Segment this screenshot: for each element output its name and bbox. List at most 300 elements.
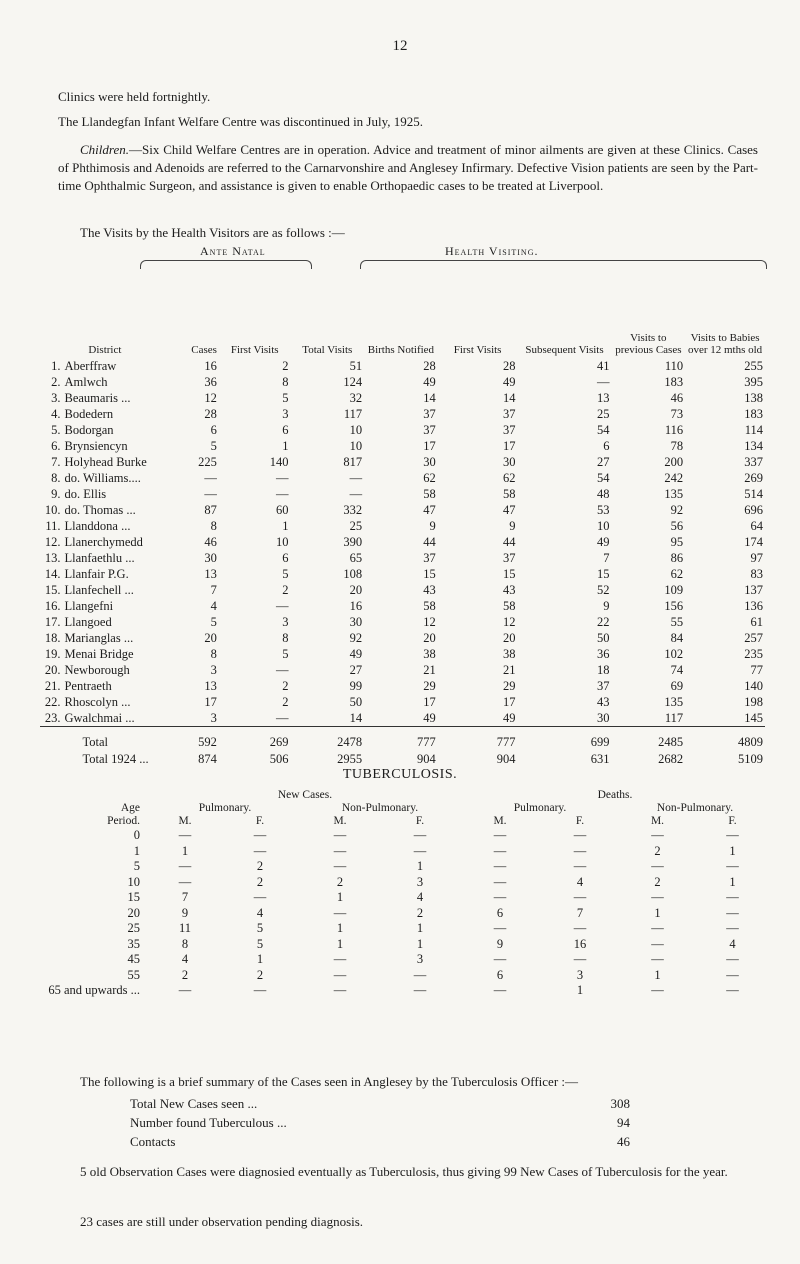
cell-value: — [276,487,289,501]
cell-value: 58 [502,487,516,501]
cell-value: 2955 [337,752,363,766]
cell-value: — [493,890,507,904]
cell-value: 9 [496,936,504,951]
table-row [40,694,765,710]
cell-value: — [573,843,587,858]
tb-m: M. [493,815,507,827]
cell-value: 7 [603,551,610,565]
cell-value: — [726,967,739,982]
cell-value: 25 [349,519,363,533]
summary-label: Contacts [130,1134,176,1149]
table-row [40,828,770,844]
cell-value: 4 [256,905,264,920]
row-number: 17. [44,615,61,629]
cell-value: 3 [576,967,584,982]
table-row [40,582,765,598]
cell-value: — [651,983,664,997]
summary-label: Total New Cases seen ... [130,1096,258,1111]
cell-value: 5109 [738,752,763,766]
age-period: 35 [127,936,140,951]
cell-value: 2 [256,859,264,873]
table-row [40,646,765,662]
cell-value: 3 [282,407,289,421]
row-number: 14. [44,567,61,581]
table-row [40,358,765,374]
age-period: 45 [127,952,140,966]
cell-value: 12 [502,615,516,629]
cell-value: 699 [517,727,611,752]
row-number: 15. [44,583,61,597]
cell-value: 86 [670,551,684,565]
row-number: 20. [44,663,61,677]
cell-value: 6 [282,551,289,565]
cell-value: — [349,471,363,485]
district-name: Bodedern [64,407,114,421]
cell-value: 4 [416,890,424,904]
tb-new-non-pulmonary: Non-Pulmonary. [341,802,419,814]
cell-value: 1 [256,952,264,966]
table-row [40,937,770,953]
district-name: Llanfaethlu ... [64,551,135,565]
table-row [40,968,770,984]
tb-m: M. [650,815,665,827]
row-number: 7. [51,455,61,469]
cell-value: 92 [670,503,684,517]
cell-value: — [333,843,347,858]
cell-value: 47 [423,503,436,517]
cell-value: 30 [597,711,610,725]
row-number: 11. [45,519,61,533]
district-name: do. Thomas ... [64,503,136,517]
visits-header-row [40,332,765,358]
row-number: 10. [44,503,61,517]
cell-value: 44 [423,535,436,549]
cell-value: 3 [282,615,289,629]
cell-value: 64 [750,519,763,533]
district-name: Gwalchmai ... [64,711,135,725]
cell-value: 62 [670,567,684,581]
cell-value: 7 [576,905,584,920]
cell-value: — [726,890,739,904]
cell-value: — [726,983,739,997]
cell-value: 2682 [658,752,684,766]
row-number: 23. [44,711,61,725]
cell-value: 37 [423,551,436,565]
cell-value: 37 [423,423,436,437]
row-number [40,727,62,752]
cell-value: 49 [349,647,363,661]
cell-value: 5 [282,647,289,661]
cell-value: 54 [597,423,610,437]
cell-value: 2 [654,874,661,889]
cell-value: 54 [597,471,610,485]
table-row [40,662,765,678]
col-hv-first-visits: First Visits [453,344,502,356]
cell-value: 58 [423,487,436,501]
cell-value: 48 [597,487,610,501]
cell-value: — [349,487,363,501]
cell-value: 17 [423,439,436,453]
cell-value: 20 [502,631,516,645]
tb-new-pulmonary: Pulmonary. [198,802,252,814]
district-name: do. Ellis [64,487,107,501]
age-period: 65 and upwards ... [48,983,140,997]
cell-value: 44 [502,535,516,549]
cell-value: 49 [423,711,436,725]
cell-value: 16 [573,936,587,951]
cell-value: — [413,967,427,982]
cell-value: 6 [496,905,504,920]
cell-value: 140 [269,455,289,469]
cell-value: 43 [423,583,436,597]
district-name: Holyhead Burke [64,455,147,469]
row-number: 1. [51,359,61,373]
children-heading: Children. [80,142,129,157]
cell-value: — [413,828,427,842]
cell-value: — [413,983,427,997]
district-name: Rhoscolyn ... [64,695,131,709]
cell-value: 38 [502,647,516,661]
page-number: 12 [392,38,408,54]
table-row [40,906,770,922]
table-row [40,921,770,937]
cell-value: 200 [664,455,684,469]
cell-value: 3 [416,952,424,966]
col-births-notified: Births Notified [367,344,435,356]
summary-label: Number found Tuberculous ... [130,1115,287,1130]
cell-value: 28 [423,359,436,373]
cell-value: 17 [502,439,516,453]
age-period: 25 [127,921,140,935]
table-row [40,952,770,968]
summary-value: 308 [610,1096,630,1111]
cell-value: 9 [181,905,189,920]
summary-value: 46 [617,1134,630,1149]
cell-value: 92 [349,631,363,645]
table-row [40,518,765,534]
cell-value: 2 [282,359,289,373]
summary-item [130,1094,630,1113]
district-name: Llanddona ... [64,519,131,533]
tb-deaths-pulmonary: Pulmonary. [513,802,567,814]
cell-value: 9 [603,599,610,613]
cell-value: 136 [744,599,763,613]
cell-value: 65 [349,551,363,565]
cell-value: 1 [416,859,424,873]
cell-value: 78 [670,439,684,453]
cell-value: — [333,983,347,997]
cell-value: 337 [744,455,763,469]
cell-value: 1 [181,843,189,858]
cell-value: 5 [210,439,217,453]
cell-value: — [178,874,192,889]
cell-value: 2 [654,843,661,858]
cell-value: 242 [664,471,684,485]
cell-value: 257 [744,631,763,645]
cell-value: 62 [423,471,436,485]
cell-value: 77 [750,663,763,677]
tb-deaths-heading: Deaths. [597,789,633,801]
cell-value: 20 [204,631,217,645]
tb-new-cases-heading: New Cases. [277,789,333,801]
cell-value: 47 [502,503,516,517]
cell-value: 102 [664,647,684,661]
cell-value: 124 [343,375,363,389]
cell-value: 11 [178,921,192,935]
district-name: Menai Bridge [64,647,134,661]
cell-value: 49 [502,711,516,725]
cell-value: 97 [750,551,763,565]
cell-value: 2 [282,695,289,709]
row-number: 22. [44,695,61,709]
district-name: Amlwch [64,375,108,389]
cell-value: 2485 [612,727,686,752]
table-row [40,983,770,999]
district-name: Llangefni [64,599,114,613]
cell-value: — [253,843,267,858]
district-name: Marianglas ... [64,631,134,645]
cell-value: — [333,905,347,920]
cell-value: 874 [198,752,217,766]
total-row [40,751,765,767]
cell-value: 1 [654,905,661,920]
cell-value: 62 [502,471,516,485]
cell-value: — [573,828,587,842]
cell-value: 10 [597,519,610,533]
cell-value: 13 [597,391,610,405]
tb-f: F. [415,815,425,827]
tb-f: F. [575,815,585,827]
cell-value: 20 [423,631,436,645]
table-row [40,844,770,860]
cell-value: 1 [416,936,424,951]
cell-value: 8 [282,375,289,389]
cell-value: 17 [502,695,516,709]
cell-value: 50 [349,695,363,709]
cell-value: 631 [590,752,610,766]
tb-age-heading: Age [120,802,140,814]
cell-value: 37 [502,551,516,565]
cell-value: — [276,711,289,725]
district-name: Pentraeth [64,679,112,693]
cell-value: 2 [256,967,264,982]
cell-value: 2 [282,679,289,693]
cell-value: 2 [256,874,264,889]
cell-value: 37 [597,679,610,693]
cell-value: 41 [597,359,610,373]
table-row [40,710,765,727]
cell-value: 108 [343,567,363,581]
cell-value: 514 [744,487,763,501]
cell-value: 4809 [685,727,765,752]
cell-value: 52 [597,583,610,597]
cell-value: 22 [597,615,610,629]
row-number: 4. [51,407,61,421]
cell-value: 3 [210,663,217,677]
cell-value: — [493,983,507,997]
cell-value: 198 [744,695,763,709]
cell-value: 225 [198,455,217,469]
row-number: 2. [51,375,61,389]
paragraph-observation: 5 old Observation Cases were diagnosied eventually as Tuberculosis, thus giving 99 New Cases of Tuberculosis for the year. [80,1164,728,1179]
paragraph-children [58,141,758,195]
cell-value: 10 [349,439,363,453]
cell-value: — [573,921,587,935]
cell-value: 2 [181,967,189,982]
cell-value: 28 [204,407,217,421]
cell-value: 49 [597,535,610,549]
cell-value: 17 [204,695,217,709]
row-number: 18. [44,631,61,645]
cell-value: 390 [343,535,363,549]
cell-value: 135 [664,487,684,501]
table-row [40,614,765,630]
col-visits-babies: Visits to Babies over 12 mths old [687,332,763,356]
age-period: 5 [133,859,140,873]
cell-value: 817 [343,455,363,469]
cell-value: — [573,859,587,873]
cell-value: 14 [423,391,436,405]
children-text: —Six Child Welfare Centres are in operation. Advice and treatment of minor ailments are given at these Clinics. Cases of Phthimosis and Adenoids are referred to the Carnarvonshire and Anglesey Infirmary. Defective Vision patients are seen by the Part-time Ophthalmic Surgeon, and assistance is given to enable Orthopaedic cases to be treated at Liverpool. [58,142,758,193]
cell-value: 9 [509,519,516,533]
cell-value: — [573,890,587,904]
cell-value: 140 [744,679,763,693]
cell-value: 29 [423,679,436,693]
cell-value: 5 [282,391,289,405]
cell-value: 36 [204,375,217,389]
cell-value: 27 [349,663,363,677]
cell-value: 50 [597,631,610,645]
age-period: 10 [127,874,140,889]
cell-value: 21 [502,663,516,677]
cell-value: 1 [336,890,344,904]
row-number: 9. [51,487,61,501]
paragraph-clinics: Clinics were held fortnightly. [58,89,211,104]
cell-value: — [333,952,347,966]
cell-value: — [204,487,217,501]
cell-value: — [178,859,192,873]
table-row [40,859,770,875]
district-name: Llangoed [64,615,112,629]
cell-value: 87 [204,503,217,517]
tb-header-row-2 [40,802,770,815]
summary-list [130,1094,630,1151]
cell-value: 5 [256,921,264,935]
cell-value: 255 [744,359,763,373]
tb-deaths-non-pulmonary: Non-Pulmonary. [656,802,734,814]
cell-value: 18 [597,663,610,677]
table-row [40,678,765,694]
table-row [40,422,765,438]
cell-value: 15 [423,567,436,581]
tb-f: F. [728,815,737,827]
cell-value: 83 [750,567,763,581]
cell-value: 37 [502,423,516,437]
ante-natal-heading: Ante Natal [200,244,266,258]
cell-value: 8 [282,631,289,645]
row-number: 8. [51,471,61,485]
tuberculosis-title: TUBERCULOSIS. [342,767,458,782]
cell-value: 60 [276,503,289,517]
cell-value: 269 [744,471,763,485]
cell-value: — [651,952,664,966]
cell-value: 30 [423,455,436,469]
cell-value: 174 [744,535,763,549]
cell-value: 53 [597,503,610,517]
cell-value: — [178,983,192,997]
cell-value: — [276,663,289,677]
cell-value: 183 [744,407,763,421]
cell-value: 1 [576,983,584,997]
cell-value: — [651,859,664,873]
cell-value: 55 [670,615,684,629]
cell-value: 332 [343,503,363,517]
cell-value: 2 [336,874,344,889]
cell-value: 3 [210,711,217,725]
cell-value: — [333,967,347,982]
cell-value: 12 [423,615,436,629]
tb-header-row-3 [40,815,770,828]
cell-value: 13 [204,679,217,693]
district-name: Llanerchymedd [64,535,143,549]
tb-period-heading: Period. [107,815,140,827]
health-visiting-brace [360,260,767,269]
cell-value: — [276,599,289,613]
cell-value: 4 [729,936,736,951]
cell-value: 1 [282,439,289,453]
district-name: Total [62,727,169,752]
cell-value: — [493,828,507,842]
cell-value: 114 [744,423,763,437]
cell-value: 2478 [291,727,365,752]
district-name: Bodorgan [64,423,114,437]
age-period: 1 [133,843,140,858]
cell-value: 3 [416,874,424,889]
row-number: 13. [44,551,61,565]
col-total-visits: Total Visits [302,344,353,356]
cell-value: 592 [170,727,219,752]
cell-value: — [726,828,739,842]
cell-value: 46 [204,535,217,549]
cell-value: 46 [670,391,684,405]
cell-value: 110 [664,359,684,373]
cell-value: 49 [502,375,516,389]
cell-value: 30 [349,615,363,629]
cell-value: — [493,843,507,858]
cell-value: 235 [744,647,763,661]
cell-value: — [726,952,739,966]
row-number: 6. [51,439,61,453]
cell-value: 12 [204,391,217,405]
table-row [40,486,765,502]
cell-value: — [413,843,427,858]
table-row [40,566,765,582]
cell-value: 13 [204,567,217,581]
cell-value: 99 [349,679,363,693]
district-name: Beaumaris ... [64,391,131,405]
cell-value: — [493,859,507,873]
cell-value: — [651,936,664,951]
cell-value: 134 [744,439,763,453]
tb-header-row-1 [40,789,770,802]
cell-value: 904 [416,752,436,766]
col-district: District [88,344,122,356]
cell-value: 27 [597,455,610,469]
cell-value: 16 [204,359,217,373]
cell-value: — [253,828,267,842]
age-period: 20 [127,905,140,920]
summary-intro: The following is a brief summary of the Cases seen in Anglesey by the Tuberculosis Officer :— [80,1074,579,1089]
